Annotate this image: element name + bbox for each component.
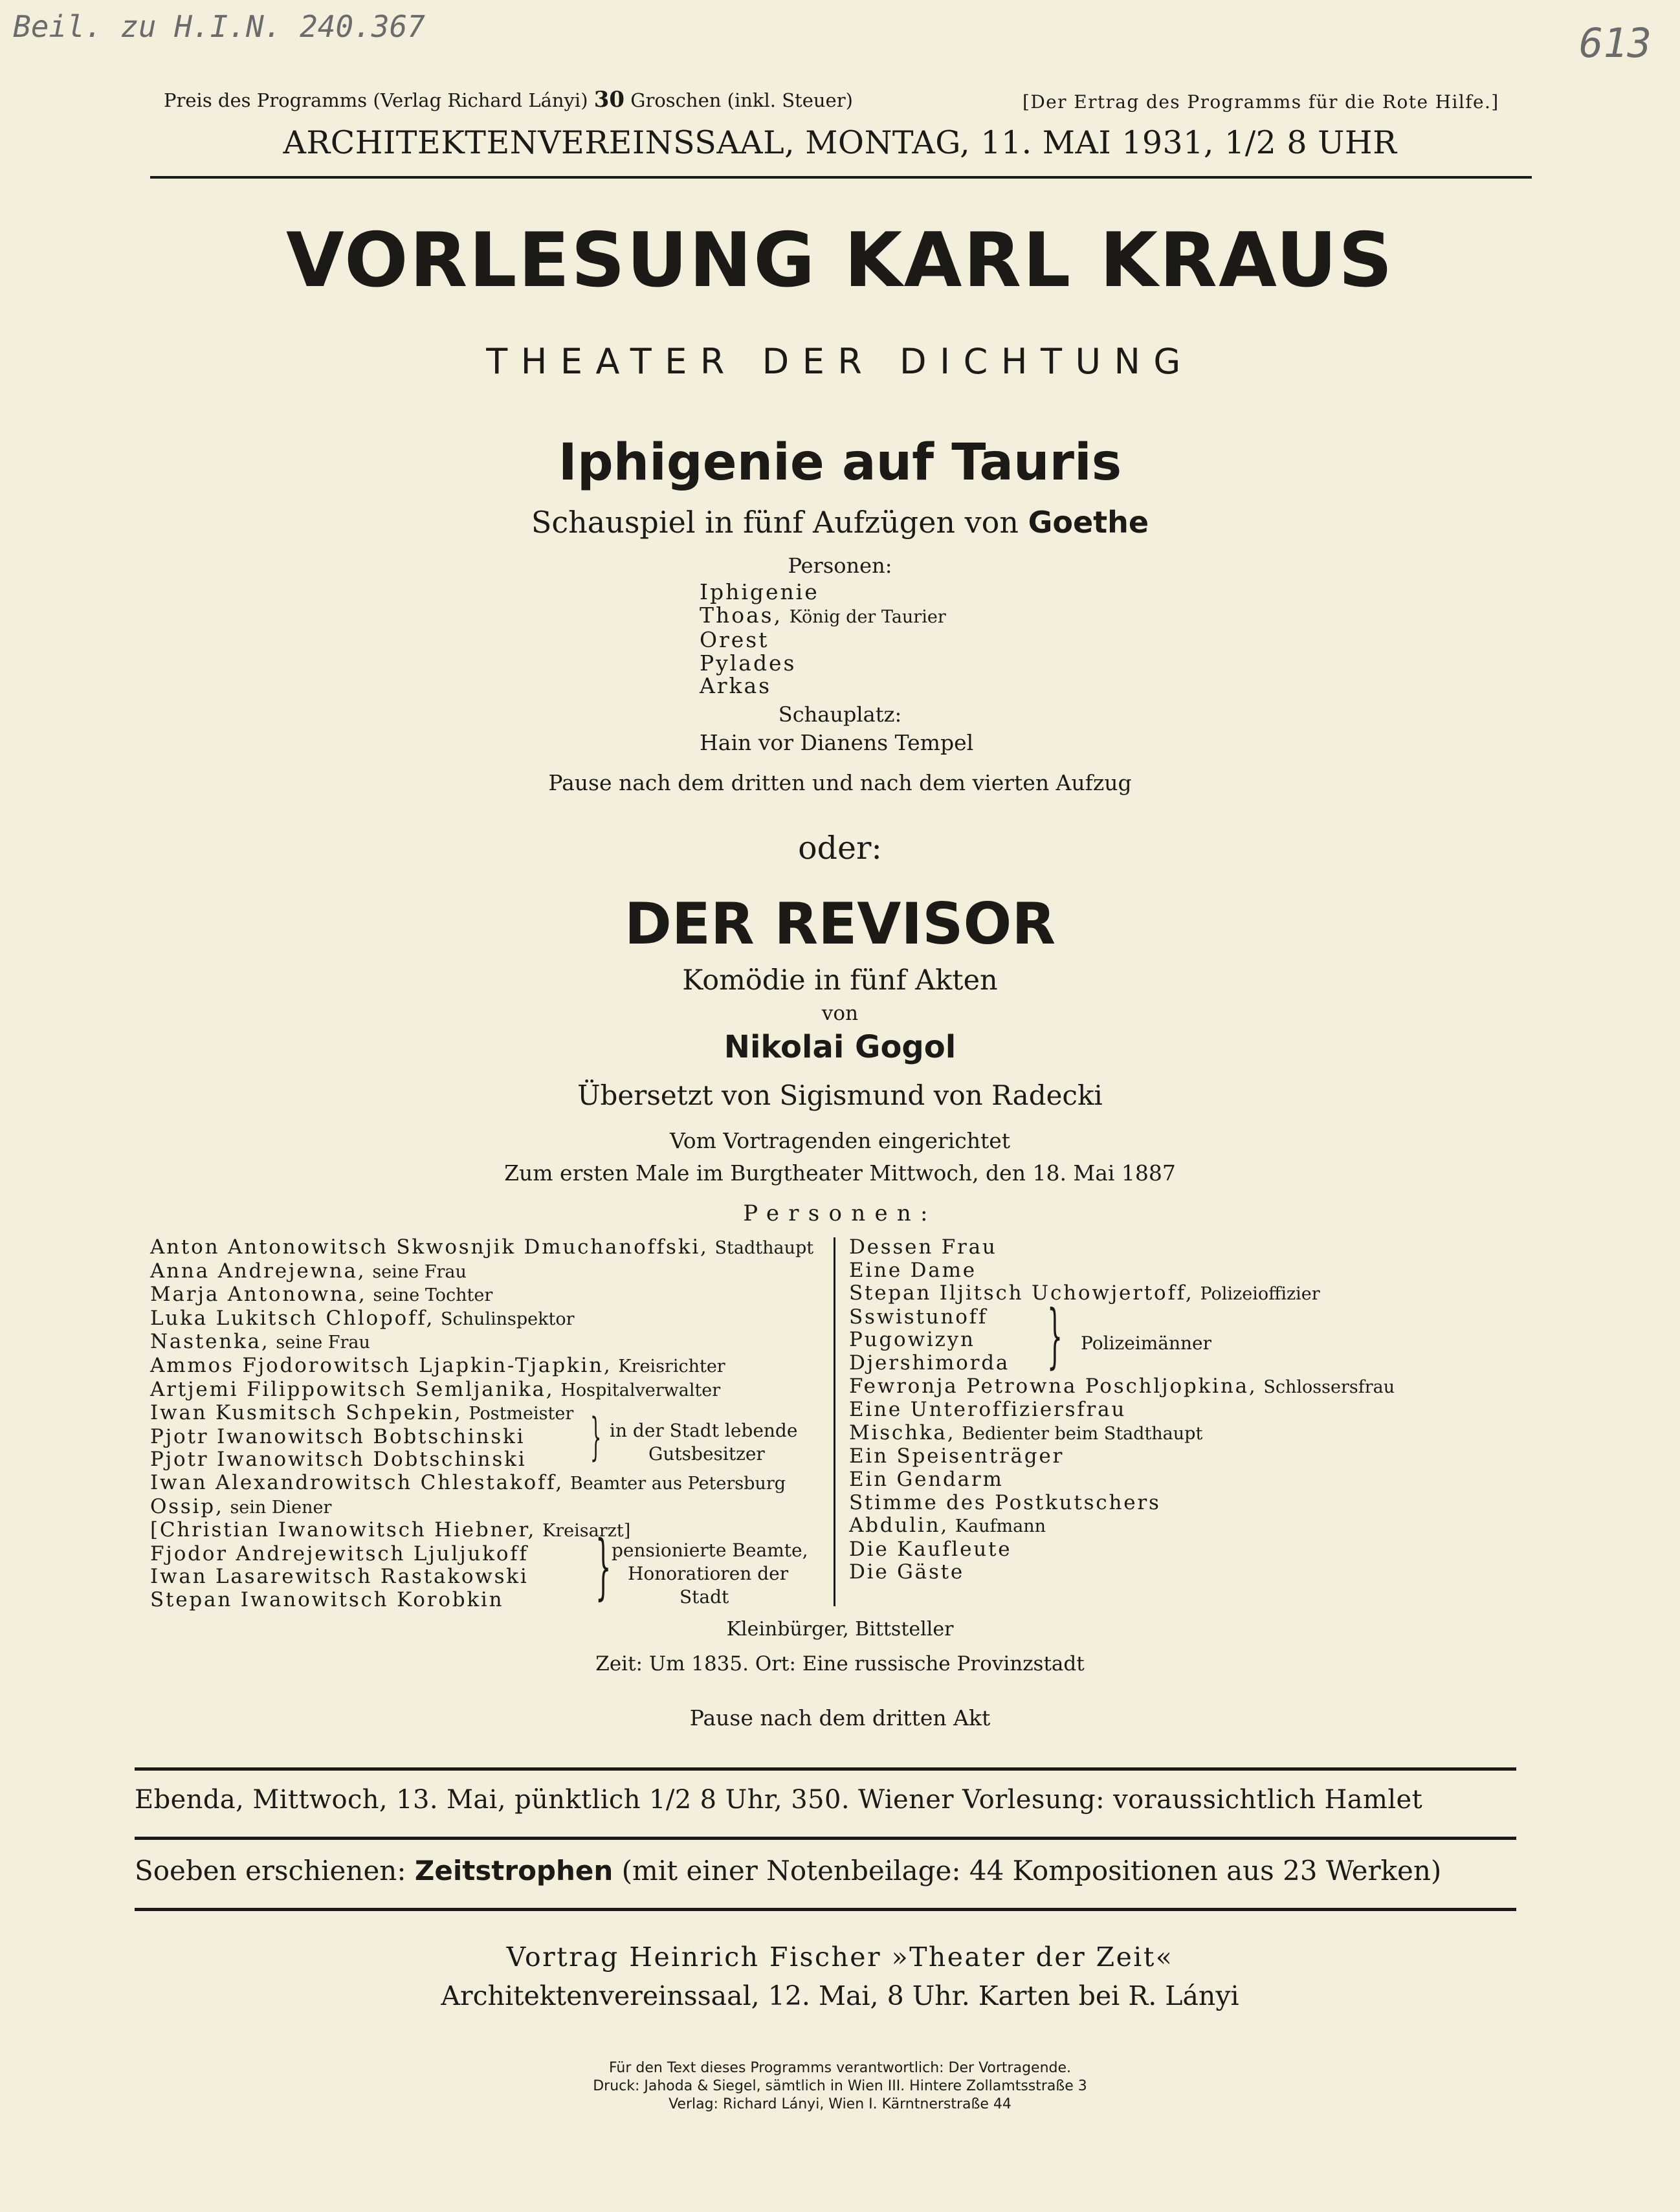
cast-name: Eine Dame [849, 1258, 977, 1282]
cast-name: Iwan Kusmitsch Schpekin, [150, 1401, 463, 1425]
cast-row [700, 581, 946, 604]
cast-name: Pjotr Iwanowitsch Dobtschinski [150, 1448, 527, 1472]
brace-icon: } [595, 1525, 612, 1608]
iphigenie-desc [0, 505, 1680, 540]
cast-name: Artjemi Filippowitsch Semljanika, [150, 1377, 555, 1401]
schauplatz: Hain vor Dianens Tempel [700, 730, 974, 755]
cast-row [849, 1282, 1395, 1306]
cast-row [849, 1538, 1395, 1562]
cast-row [150, 1378, 813, 1402]
cast-divider [834, 1237, 835, 1606]
cast-role: Kreisrichter [618, 1356, 725, 1377]
cast-name: Iphigenie [700, 579, 819, 604]
iphigenie-title: Iphigenie auf Tauris [558, 434, 1122, 492]
price-suffix: Groschen (inkl. Steuer) [630, 89, 853, 111]
cast-role: Polizeioffizier [1200, 1284, 1320, 1305]
revisor-extras: Kleinbürger, Bittsteller [726, 1618, 954, 1641]
cast-row [700, 604, 946, 629]
revisor-translation: Übersetzt von Sigismund von Radecki [577, 1079, 1103, 1111]
imprint-line-2: Druck: Jahoda & Siegel, sämtlich in Wien III. Hintere Zollamtsstraße 3 [593, 2078, 1087, 2094]
cast-row [700, 674, 946, 698]
brace-icon: } [1047, 1296, 1063, 1377]
cast-role: Hospitalverwalter [560, 1380, 721, 1400]
lecture-line-1: Vortrag Heinrich Fischer »Theater der Zeit« [506, 1941, 1174, 1973]
cast-row [849, 1399, 1395, 1422]
schauplatz-label: Schauplatz: [778, 702, 902, 727]
cast-row [700, 652, 946, 675]
cast-name: Anton Antonowitsch Skwosnjik Dmuchanoffski, [150, 1235, 709, 1259]
archive-reference: Beil. zu H.I.N. 240.367 [13, 9, 425, 44]
cast-name: Stepan Iwanowitsch Korobkin [150, 1587, 504, 1611]
cast-name: Djershimorda [849, 1351, 1010, 1375]
cast-name: Die Gäste [849, 1560, 965, 1584]
cast-role: König der Taurier [789, 606, 946, 627]
cast-name: Ammos Fjodorowitsch Ljapkin-Tjapkin, [150, 1353, 612, 1377]
cast-name: Arkas [700, 673, 772, 698]
cast-row [849, 1375, 1395, 1399]
cast-name: Iwan Lasarewitsch Rastakowski [150, 1565, 529, 1589]
cast-name: Fjodor Andrejewitsch Ljuljukoff [150, 1542, 529, 1565]
cast-row [150, 1283, 813, 1307]
new-pub-prefix: Soeben erschienen: [135, 1855, 406, 1886]
revisor-cast-right [849, 1236, 1395, 1584]
group-polizei: Polizeimänner [1081, 1333, 1212, 1354]
cast-role: Schlossersfrau [1263, 1377, 1395, 1397]
cast-role: Kreisarzt] [542, 1521, 631, 1542]
revisor-personen-label: Personen: [743, 1200, 937, 1226]
cast-role: Stadthaupt [714, 1238, 814, 1258]
page-subtitle: THEATER DER DICHTUNG [486, 341, 1194, 382]
revisor-pause: Pause nach dem dritten Akt [689, 1705, 991, 1731]
cast-name: Dessen Frau [849, 1235, 997, 1259]
cast-role: seine Tochter [373, 1285, 493, 1306]
cast-name: Marja Antonowna, [150, 1283, 367, 1307]
cast-role: Kaufmann [955, 1516, 1046, 1537]
price-note [164, 87, 853, 113]
folio-number: 613 [1579, 19, 1652, 67]
cast-row [150, 1496, 813, 1520]
imprint-line-1: Für den Text dieses Programms verantwortlich: Der Vortragende. [608, 2060, 1072, 2076]
revisor-arranged: Vom Vortragenden eingerichtet [669, 1128, 1011, 1153]
cast-role: Schulinspektor [440, 1309, 575, 1329]
rule-2 [135, 1837, 1516, 1840]
cast-row [150, 1236, 813, 1260]
rule-1 [135, 1767, 1516, 1771]
proceeds-note: [Der Ertrag des Programms für die Rote Hilfe.] [1022, 91, 1499, 113]
cast-row [849, 1492, 1395, 1515]
next-reading: Ebenda, Mittwoch, 13. Mai, pünktlich 1/2 8 Uhr, 350. Wiener Vorlesung: voraussichtlich Hamlet [135, 1785, 1423, 1815]
cast-name: Eine Unteroffiziersfrau [849, 1398, 1127, 1422]
cast-name: Abdulin, [849, 1514, 949, 1538]
cast-row [700, 628, 946, 652]
venue-line: ARCHITEKTENVEREINSSAAL, MONTAG, 11. MAI 1931, 1/2 8 UHR [283, 124, 1397, 161]
cast-name: Iwan Alexandrowitsch Chlestakoff, [150, 1470, 564, 1494]
cast-row [150, 1472, 813, 1496]
cast-row [849, 1514, 1395, 1538]
cast-row [849, 1306, 1395, 1329]
imprint-line-3: Verlag: Richard Lányi, Wien I. Kärntnerstraße 44 [669, 2096, 1011, 2112]
cast-name: Stepan Iljitsch Uchowjertoff, [849, 1281, 1194, 1305]
iphigenie-cast-list [700, 581, 946, 698]
cast-name: Ein Gendarm [849, 1467, 1004, 1491]
oder: oder: [798, 830, 882, 867]
cast-row [849, 1259, 1395, 1283]
cast-role: Beamter aus Petersburg [569, 1473, 786, 1494]
group-beamte-line1: pensionierte Beamte, [612, 1540, 808, 1561]
group-beamte-line3: Stadt [680, 1586, 729, 1608]
price-prefix: Preis des Programms (Verlag Richard Lányi) [164, 89, 588, 111]
revisor-premiere: Zum ersten Male im Burgtheater Mittwoch, den 18. Mai 1887 [504, 1160, 1176, 1186]
cast-row [849, 1468, 1395, 1492]
cast-name: Pjotr Iwanowitsch Bobtschinski [150, 1424, 525, 1448]
cast-role: seine Frau [276, 1333, 370, 1353]
cast-role: sein Diener [230, 1497, 332, 1518]
cast-name: Orest [700, 627, 769, 652]
cast-name: Anna Andrejewna, [150, 1259, 366, 1283]
cast-name: Mischka, [849, 1421, 956, 1444]
cast-name: [Christian Iwanowitsch Hiebner, [150, 1518, 536, 1542]
cast-name: Stimme des Postkutschers [849, 1490, 1161, 1514]
header-rule [150, 176, 1532, 179]
iphigenie-author: Goethe [1028, 505, 1149, 540]
cast-role: seine Frau [372, 1261, 467, 1282]
cast-role: Bedienter beim Stadthaupt [962, 1423, 1203, 1444]
cast-name: Ossip, [150, 1494, 224, 1518]
iphigenie-personen-label: Personen: [788, 553, 892, 578]
page-title: VORLESUNG KARL KRAUS [285, 217, 1395, 304]
new-pub-title: Zeitstrophen [414, 1855, 613, 1886]
cast-role: Postmeister [469, 1404, 574, 1424]
cast-row [849, 1236, 1395, 1259]
cast-name: Die Kaufleute [849, 1537, 1012, 1561]
group-gutsbesitzer-line1: in der Stadt lebende [610, 1420, 798, 1441]
group-gutsbesitzer-line2: Gutsbesitzer [648, 1443, 765, 1465]
revisor-author: Nikolai Gogol [724, 1029, 956, 1065]
cast-name: Fewronja Petrowna Poschljopkina, [849, 1374, 1257, 1398]
cast-row [150, 1331, 813, 1355]
price-amount: 30 [593, 87, 625, 113]
cast-row [849, 1352, 1395, 1375]
cast-name: Pylades [700, 650, 797, 676]
cast-row [150, 1355, 813, 1378]
cast-name: Sswistunoff [849, 1305, 988, 1329]
iphigenie-pause: Pause nach dem dritten und nach dem vierten Aufzug [548, 770, 1132, 795]
lecture-line-2: Architektenvereinssaal, 12. Mai, 8 Uhr. Karten bei R. Lányi [441, 1980, 1239, 2011]
brace-icon: } [590, 1408, 602, 1466]
revisor-time-place: Zeit: Um 1835. Ort: Eine russische Provinzstadt [595, 1652, 1085, 1676]
group-beamte-line2: Honoratioren der [628, 1563, 789, 1584]
cast-row [150, 1307, 813, 1331]
cast-row [150, 1260, 813, 1284]
revisor-title: DER REVISOR [624, 890, 1056, 957]
cast-name: Luka Lukitsch Chlopoff, [150, 1306, 435, 1330]
cast-row [849, 1561, 1395, 1584]
cast-name: Ein Speisenträger [849, 1444, 1065, 1468]
cast-row [849, 1445, 1395, 1468]
rule-3 [135, 1908, 1516, 1911]
new-pub-suffix: (mit einer Notenbeilage: 44 Kompositionen aus 23 Werken) [621, 1855, 1442, 1886]
cast-row [849, 1422, 1395, 1446]
cast-name: Thoas, [700, 602, 783, 628]
iphigenie-desc-prefix: Schauspiel in fünf Aufzügen von [531, 505, 1019, 540]
revisor-genre: Komödie in fünf Akten [682, 964, 998, 997]
cast-name: Nastenka, [150, 1330, 270, 1354]
new-publication [135, 1855, 1441, 1886]
cast-name: Pugowizyn [849, 1328, 975, 1352]
revisor-von: von [821, 1002, 859, 1025]
